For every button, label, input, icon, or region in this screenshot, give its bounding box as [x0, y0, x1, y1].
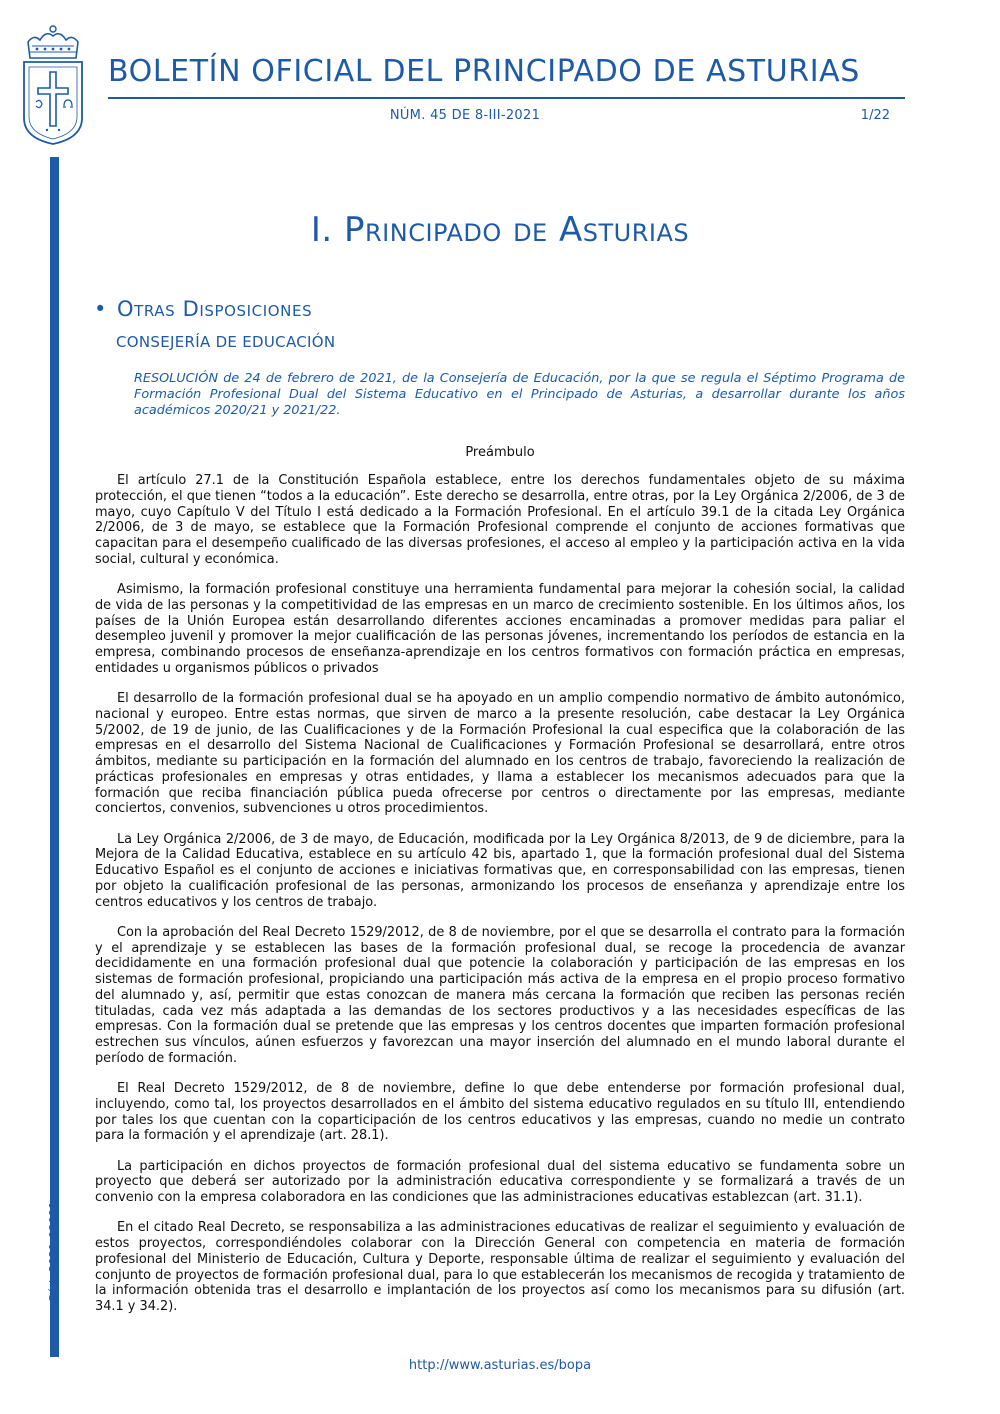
- section-title: I. Principado de Asturias: [310, 210, 690, 250]
- left-margin-bar: [50, 157, 59, 1357]
- footer-link[interactable]: http://www.asturias.es/bopa: [408, 1358, 592, 1373]
- crest-icon: [20, 22, 86, 146]
- paragraph: Con la aprobación del Real Decreto 1529/2012, de 8 de noviembre, por el que se desarrolla el contrato para la formación y el aprendizaje y se establecen las bases de la formación profesional dual, se recoge la procedencia de avanzar decididamente en una formación profesional dual que potencie la colaboración y participación de las empresas en los sistemas de formación profesional, propiciando una participación más activa de la empresa en el propio proceso formativo del alumnado y, así, permitir que estas conozcan de manera más cercana la formación que reciben las personas recién tituladas, cada vez más adaptada a las demandas de los sectores productivos y a las necesidades específicas de las empresas. Con la formación dual se pretende que las empresas y los centros docentes que imparten formación profesional estrechen sus vínculos, aúnen esfuerzos y favorezcan una mayor inserción del alumnado en el mundo laboral durante el período de formación.: [95, 924, 905, 1066]
- resolution-summary: RESOLUCIÓN de 24 de febrero de 2021, de la Consejería de Educación, por la que se regula el Séptimo Programa de Formación Profesional Dual del Sistema Educativo en el Principado de Asturias, a desarrollar durante los años académicos 2020/21 y 2021/22.: [134, 371, 905, 418]
- bullet-icon: •: [94, 297, 107, 321]
- issue-number-date: NÚM. 45 DE 8-III-2021: [389, 108, 541, 123]
- paragraph: La Ley Orgánica 2/2006, de 3 de mayo, de Educación, modificada por la Ley Orgánica 8/2013, de 9 de diciembre, para la Mejora de la Calidad Educativa, establece en su artículo 42 bis, apartado 1, que la formación profesional dual del Sistema Educativo Español es el conjunto de acciones e iniciativas formativas que, en corresponsabilidad con las empresas, tienen por objeto la cualificación profesional de las personas, armonizando los procesos de enseñanza y aprendizaje entre los centros educativos y los centros de trabajo.: [95, 831, 905, 910]
- paragraph: La participación en dichos proyectos de formación profesional dual del sistema educativo se fundamenta sobre un proyecto que deberá ser autorizado por la administración educativa correspondiente y se formalizará a través de un convenio con la empresa colaboradora en las condiciones que las administraciones educativas establezcan (art. 31.1).: [95, 1158, 905, 1205]
- page-indicator: 1/22: [860, 108, 890, 123]
- document-code: Cód. 2021-02091: [47, 1201, 60, 1303]
- bulletin-title: BOLETÍN OFICIAL DEL PRINCIPADO DE ASTURIAS: [108, 54, 860, 89]
- paragraph: El desarrollo de la formación profesional dual se ha apoyado en un amplio compendio normativo de ámbito autonómico, nacional y europeo. Entre estas normas, que sirven de marco a la presente resolución, cabe destacar la Ley Orgánica 5/2002, de 19 de junio, de las Cualificaciones y de la Formación Profesional la cual especifica que la colaboración de las empresas en el desarrollo del Sistema Nacional de Cualificaciones y Formación Profesional se desarrollará, entre otros ámbitos, mediante su participación en la formación del alumnado en los centros de trabajo, favoreciendo la realización de prácticas profesionales en empresas y otras entidades, y llama a establecer los mecanismos adecuados para que la formación que reciba financiación pública pueda ofrecerse por centros o directamente por las empresas, mediante conciertos, convenios, subvenciones u otros procedimientos.: [95, 691, 905, 817]
- department-name: CONSEJERÍA DE EDUCACIÓN: [116, 333, 336, 351]
- preamble-body: [95, 473, 905, 1329]
- preamble-heading: Preámbulo: [465, 445, 535, 460]
- paragraph: El artículo 27.1 de la Constitución Española establece, entre los derechos fundamentales objeto de su máxima protección, el que tienen “todos a la educación”. Este derecho se desarrolla, entre otras, por la Ley Orgánica 2/2006, de 3 de mayo, cuyo Capítulo V del Título I está dedicado a la Formación Profesional. En el artículo 39.1 de la citada Ley Orgánica 2/2006, de 3 de mayo, se establece que la Formación Profesional comprende el conjunto de acciones formativas que capacitan para el desempeño cualificado de las diversas profesiones, el acceso al empleo y la participación activa en la vida social, cultural y económica.: [95, 473, 905, 567]
- paragraph: Asimismo, la formación profesional constituye una herramienta fundamental para mejorar la cohesión social, la calidad de vida de las personas y la competitividad de las empresas en un marco de crecimiento sostenible. En los últimos años, los países de la Unión Europea están desarrollando diferentes acciones encaminadas a promover medidas para paliar el desempleo juvenil y promover la mejor cualificación de las personas jóvenes, incrementando los períodos de estancia en la empresa, combinando procesos de enseñanza-aprendizaje en los centros formativos con formación práctica en empresas, entidades u organismos públicos o privados: [95, 582, 905, 676]
- paragraph: El Real Decreto 1529/2012, de 8 de noviembre, define lo que debe entenderse por formación profesional dual, incluyendo, como tal, los proyectos desarrollados en el ámbito del sistema educativo regulados en su título III, entendiendo por tales los que cuentan con la coparticipación de los centros educativos y las empresas, cuando no medie un contrato para la formación y el aprendizaje (art. 28.1).: [95, 1081, 905, 1144]
- subsection-heading: [94, 297, 312, 321]
- paragraph: En el citado Real Decreto, se responsabiliza a las administraciones educativas de realizar el seguimiento y evaluación de estos proyectos, correspondiéndoles colaborar con la Dirección General con competencia en materia de formación profesional del Ministerio de Educación, Cultura y Deporte, responsable última de realizar el seguimiento y evaluación del conjunto de proyectos de formación profesional dual, para lo que establecerán los mecanismos de recogida y tratamiento de la información obtenida tras el desarrollo e implantación de los proyectos así como los mecanismos para su difusión (art. 34.1 y 34.2).: [95, 1220, 905, 1314]
- asturias-crest-logo: [20, 22, 86, 146]
- header-divider: [108, 97, 905, 99]
- subsection-label: Otras Disposiciones: [117, 297, 313, 321]
